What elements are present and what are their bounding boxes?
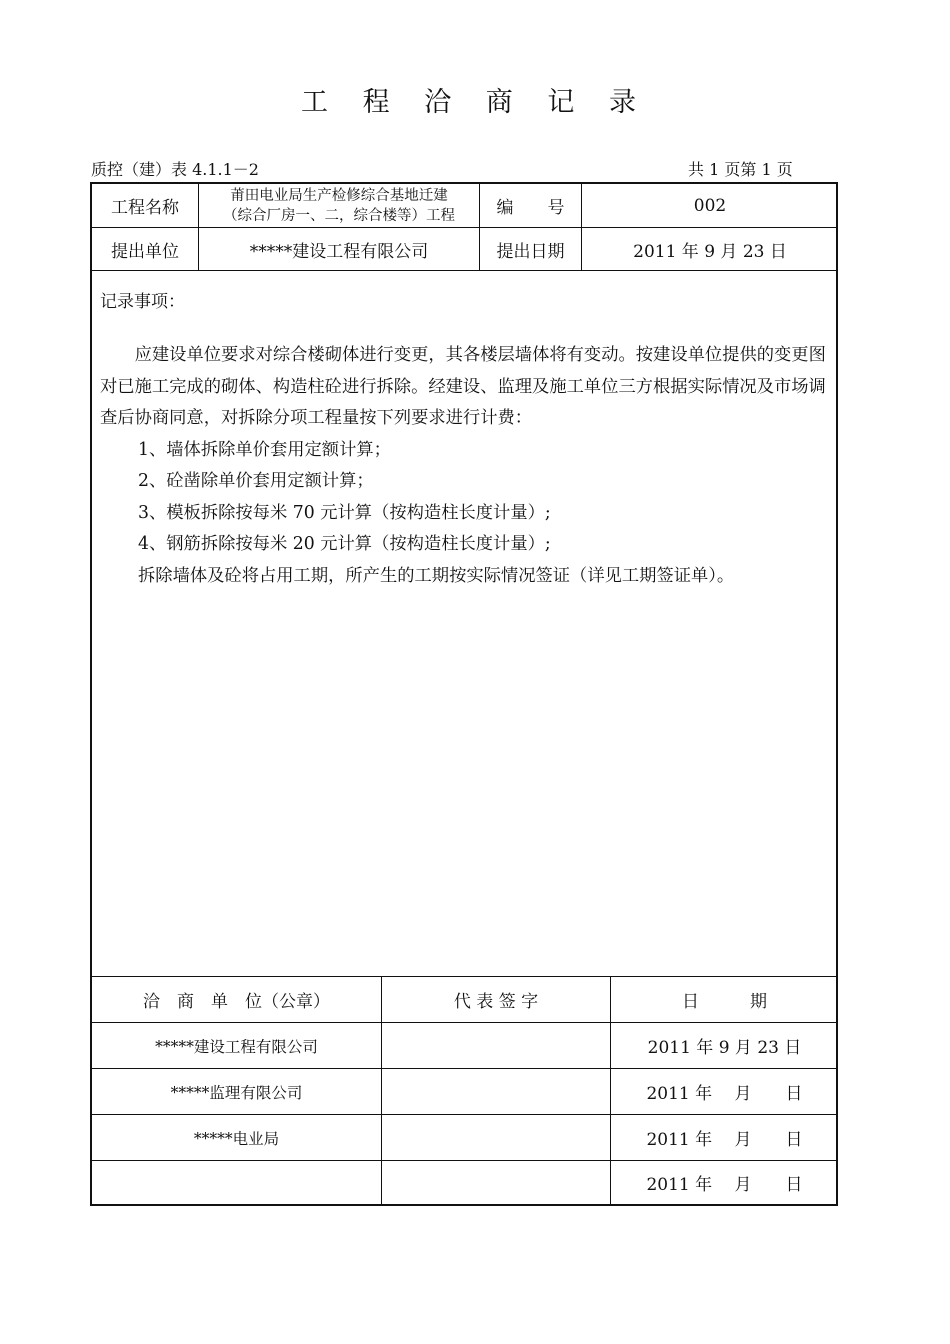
sign-date: 2011 年 月 日	[646, 1084, 803, 1104]
form-code: 质控（建）表 4.1.1－2	[91, 160, 259, 179]
project-name-line1: 莆田电业局生产检修综合基地迁建	[230, 187, 448, 204]
sign-signature[interactable]	[382, 1161, 610, 1204]
project-name-value	[199, 184, 479, 227]
project-name-label: 工程名称	[111, 198, 179, 218]
record-label: 记录事项：	[100, 292, 185, 312]
date-value: 2011 年 9 月 23 日	[633, 241, 787, 262]
sign-date: 2011 年 月 日	[646, 1175, 803, 1195]
record-item: 3、模板拆除按每米 70 元计算（按构造柱长度计量）;	[138, 502, 551, 523]
sign-header-unit: 洽 商 单 位（公章）	[143, 992, 330, 1012]
page-info: 共 1 页第 1 页	[688, 160, 793, 179]
divider	[92, 270, 838, 271]
sign-unit	[92, 1161, 381, 1204]
record-item: 1、墙体拆除单价套用定额计算；	[138, 439, 391, 460]
sign-unit: *****监理有限公司	[170, 1083, 303, 1102]
number-label: 编 号	[496, 198, 565, 218]
sign-signature[interactable]	[382, 1115, 610, 1160]
record-item: 4、钢筋拆除按每米 20 元计算（按构造柱长度计量）;	[138, 534, 551, 554]
proposer-label: 提出单位	[111, 241, 179, 262]
form-table	[90, 182, 838, 1206]
sign-header-date: 日 期	[682, 992, 767, 1012]
sign-signature[interactable]	[382, 1023, 610, 1068]
sign-unit: *****建设工程有限公司	[155, 1037, 318, 1056]
record-body	[100, 340, 832, 592]
number-value: 002	[693, 195, 727, 216]
page-title: 工 程 洽 商 记 录	[301, 87, 649, 118]
sign-unit: *****电业局	[193, 1129, 280, 1148]
sign-header-signature: 代 表 签 字	[453, 992, 539, 1012]
record-item: 拆除墙体及砼将占用工期，所产生的工期按实际情况签证（详见工期签证单）。	[138, 565, 735, 586]
sign-date: 2011 年 9 月 23 日	[647, 1038, 802, 1058]
sign-date: 2011 年 月 日	[646, 1130, 803, 1150]
sign-signature[interactable]	[382, 1069, 610, 1114]
proposer-value: *****建设工程有限公司	[249, 241, 429, 262]
record-item: 2、砼凿除单价套用定额计算；	[138, 471, 374, 491]
date-label: 提出日期	[496, 241, 565, 262]
record-paragraph: 应建设单位要求对综合楼砌体进行变更，其各楼层墙体将有变动。按建设单位提供的变更图对已施工完成的砌体、构造柱砼进行拆除。经建设、监理及施工单位三方根据实际情况及市场调查后协商同意，对拆除分项工程量按下列要求进行计费：	[100, 345, 826, 428]
project-name-line2: （综合厂房一、二，综合楼等）工程	[223, 207, 455, 224]
